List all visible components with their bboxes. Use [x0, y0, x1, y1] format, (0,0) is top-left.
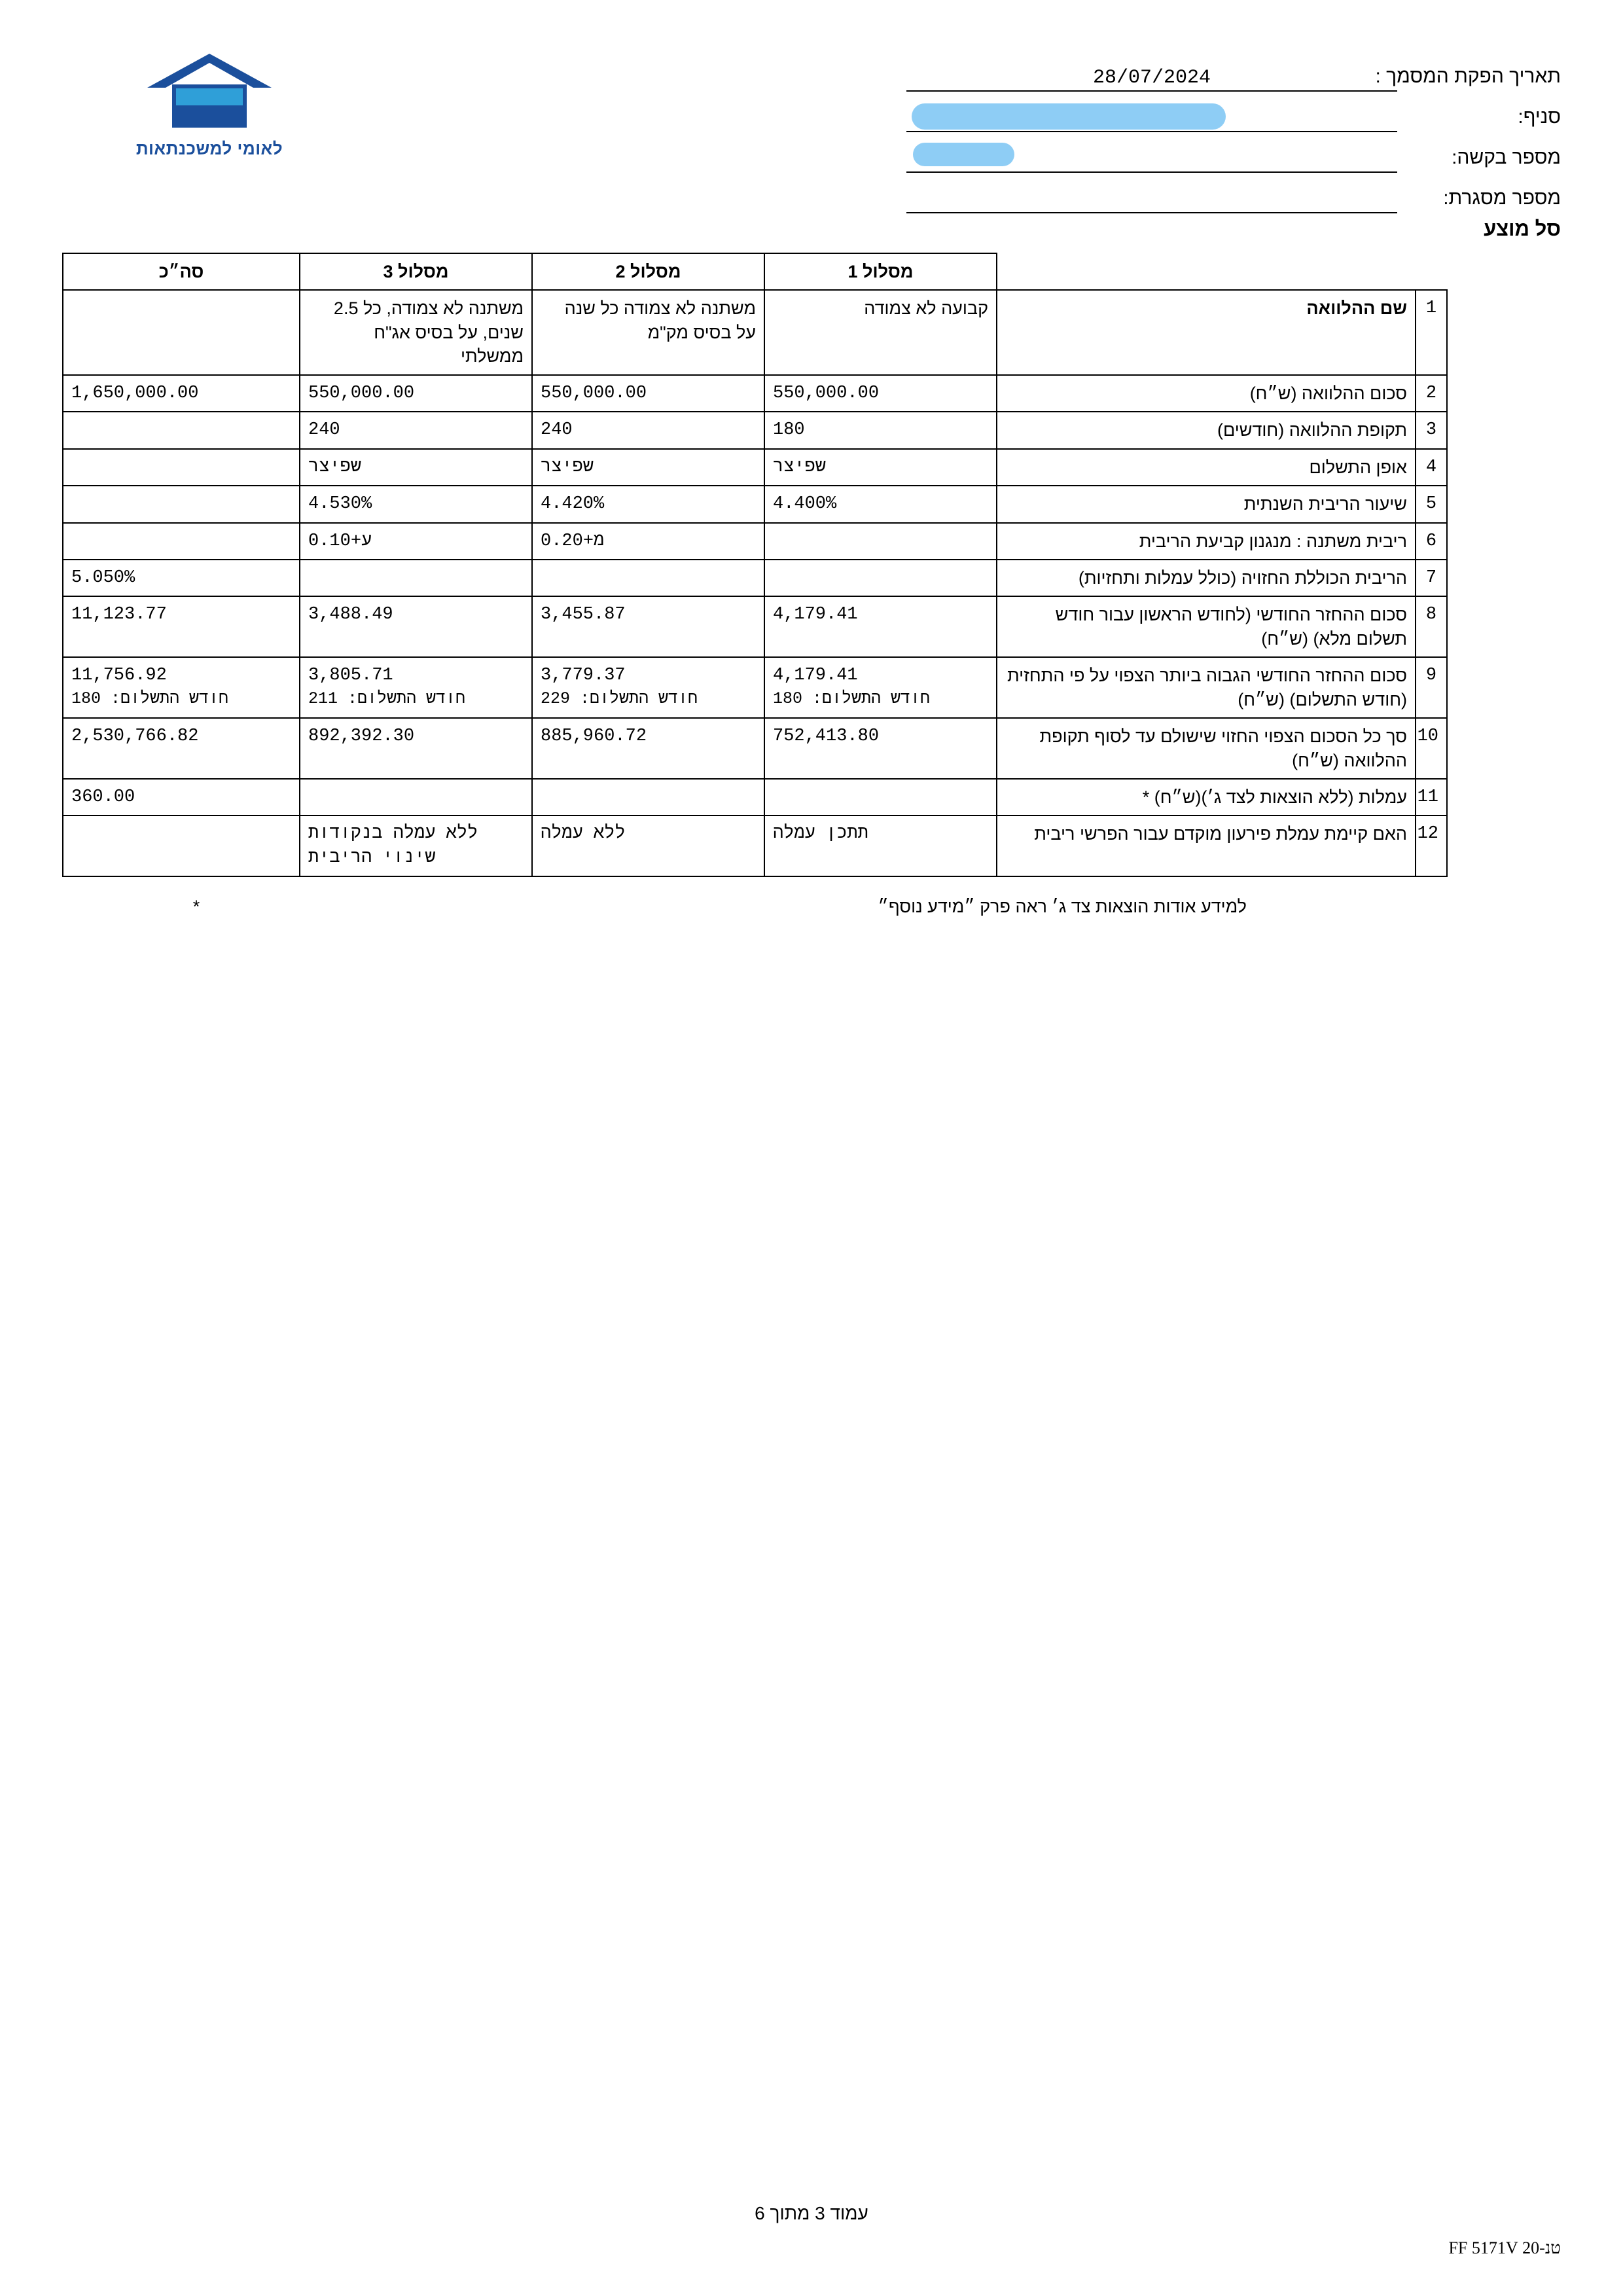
row-number: 1	[1416, 290, 1447, 374]
field-value-branch	[906, 102, 1397, 132]
row-total-amount: 11,756.92	[71, 666, 167, 686]
row-track-1-amount: 4,179.41	[773, 666, 858, 686]
redaction-mark-branch	[912, 103, 1226, 130]
row-number: 2	[1416, 375, 1447, 412]
row-track-2-value: 550,000.00	[532, 375, 764, 412]
leumi-house-icon	[147, 54, 272, 132]
logo-text: לאומי למשכנתאות	[135, 139, 283, 158]
field-value-frame-number	[906, 183, 1397, 213]
field-request-number	[906, 132, 1561, 173]
row-number: 12	[1416, 816, 1447, 876]
field-frame-number	[906, 173, 1561, 213]
page-number: עמוד 3 מתוך 6	[755, 2203, 868, 2223]
row-track-2-value: 4.420%	[532, 486, 764, 522]
table-row	[63, 486, 1447, 522]
row-total-value	[63, 290, 300, 374]
row-number: 4	[1416, 449, 1447, 486]
form-code: טנ-20 FF 5171V	[1448, 2238, 1561, 2257]
row-track-1-value: 4,179.41	[764, 596, 997, 657]
row-number: 10	[1416, 718, 1447, 779]
bank-logo	[101, 54, 317, 159]
header-blank-desc	[997, 253, 1416, 290]
table-row	[63, 449, 1447, 486]
row-track-2-value: ללא עמלה	[532, 816, 764, 876]
row-track-3-amount: 3,805.71	[308, 666, 393, 686]
row-track-1-value: 180	[764, 412, 997, 448]
row-track-3-value: 4.530%	[300, 486, 532, 522]
row-track-1-value	[764, 779, 997, 816]
row-label: הריבית הכוללת החזויה (כולל עמלות ותחזיות)	[997, 560, 1416, 596]
table-row	[63, 560, 1447, 596]
header-track-3: מסלול 3	[300, 253, 532, 290]
row-track-3-value: 892,392.30	[300, 718, 532, 779]
row-track-2-value	[532, 779, 764, 816]
field-label-request-number: מספר בקשה:	[1452, 147, 1561, 168]
row-total-value	[63, 412, 300, 448]
document-header	[62, 39, 1561, 209]
row-total-value: 11,123.77	[63, 596, 300, 657]
row-track-1-value: קבועה לא צמודה	[764, 290, 997, 374]
header-fields	[906, 51, 1561, 213]
row-total-value: 2,530,766.82	[63, 718, 300, 779]
row-track-3-value: שפיצר	[300, 449, 532, 486]
row-track-2-amount: 3,779.37	[541, 666, 626, 686]
row-label: סכום ההחזר החודשי הגבוה ביותר הצפוי על פי התחזית (חודש התשלום) (ש״ח)	[997, 657, 1416, 718]
row-track-3-value: ללא עמלה בנקודות שינוי הריבית	[300, 816, 532, 876]
row-track-3-value: 240	[300, 412, 532, 448]
table-row	[63, 523, 1447, 560]
row-total-value: 5.050%	[63, 560, 300, 596]
row-track-1-value: 4.400%	[764, 486, 997, 522]
row-total-value	[63, 523, 300, 560]
table-row	[63, 718, 1447, 779]
header-track-2: מסלול 2	[532, 253, 764, 290]
row-track-1-value	[764, 523, 997, 560]
table-row	[63, 816, 1447, 876]
field-value-request-number	[906, 143, 1397, 173]
row-label: שיעור הריבית השנתית	[997, 486, 1416, 522]
header-blank-num	[1416, 253, 1447, 290]
row-track-3-value: 3,488.49	[300, 596, 532, 657]
table-row	[63, 779, 1447, 816]
row-track-2-subnote: חודש התשלום: 229	[541, 689, 698, 708]
header-track-1: מסלול 1	[764, 253, 997, 290]
proposed-basket-table	[62, 253, 1448, 877]
field-branch	[906, 92, 1561, 132]
row-number: 11	[1416, 779, 1447, 816]
page-footer	[62, 2186, 1561, 2258]
row-track-3-value	[300, 560, 532, 596]
page-title: סל מוצע	[1484, 217, 1561, 240]
redaction-mark-request-number	[913, 143, 1014, 166]
field-label-document-date: תאריך הפקת המסמך :	[1375, 65, 1561, 87]
field-label-frame-number: מספר מסגרת:	[1443, 187, 1561, 209]
row-track-2-value: 3,455.87	[532, 596, 764, 657]
row-total-value: 1,650,000.00	[63, 375, 300, 412]
row-track-3-subnote: חודש התשלום: 211	[308, 689, 466, 708]
row-track-2-value: 885,960.72	[532, 718, 764, 779]
row-track-1-subnote: חודש התשלום: 180	[773, 689, 931, 708]
row-track-2-value	[532, 560, 764, 596]
table-row	[63, 412, 1447, 448]
row-label: סכום ההחזר החודשי (לחודש הראשון עבור חודש תשלום מלא) (ש״ח)	[997, 596, 1416, 657]
table-row	[63, 596, 1447, 657]
row-track-3-value: ע+0.10	[300, 523, 532, 560]
footnote	[177, 897, 1561, 917]
row-number: 5	[1416, 486, 1447, 522]
row-label: האם קיימת עמלת פירעון מוקדם עבור הפרשי ריבית	[997, 816, 1416, 876]
field-value-document-date	[906, 62, 1397, 92]
table-row	[63, 290, 1447, 374]
row-total-value	[63, 486, 300, 522]
field-label-branch: סניף:	[1518, 106, 1561, 128]
header-total: סה״כ	[63, 253, 300, 290]
row-track-3-value	[300, 657, 532, 718]
footnote-text: למידע אודות הוצאות צד ג׳ ראה פרק ״מידע נוסף״	[878, 897, 1247, 917]
row-track-2-value	[532, 657, 764, 718]
row-track-3-value: משתנה לא צמודה, כל 2.5 שנים, על בסיס אג"ח ממשלתי	[300, 290, 532, 374]
row-label: סכום ההלוואה (ש״ח)	[997, 375, 1416, 412]
row-label: אופן התשלום	[997, 449, 1416, 486]
row-total-value	[63, 657, 300, 718]
row-track-1-value: 550,000.00	[764, 375, 997, 412]
row-total-subnote: חודש התשלום: 180	[71, 689, 229, 708]
field-document-date	[906, 51, 1561, 92]
row-track-1-value	[764, 560, 997, 596]
row-total-value: 360.00	[63, 779, 300, 816]
row-track-1-value: 752,413.80	[764, 718, 997, 779]
row-track-2-value: שפיצר	[532, 449, 764, 486]
row-number: 3	[1416, 412, 1447, 448]
row-number: 8	[1416, 596, 1447, 657]
row-number: 6	[1416, 523, 1447, 560]
row-total-value	[63, 816, 300, 876]
row-track-1-value: שפיצר	[764, 449, 997, 486]
row-label: סך כל הסכום הצפוי החזוי שישולם עד לסוף תקופת ההלוואה (ש״ח)	[997, 718, 1416, 779]
row-track-3-value: 550,000.00	[300, 375, 532, 412]
row-track-1-value	[764, 657, 997, 718]
row-track-2-value: משתנה לא צמודה כל שנה על בסיס מק"מ	[532, 290, 764, 374]
footnote-marker: *	[192, 897, 200, 917]
row-label: שם ההלוואה	[997, 290, 1416, 374]
row-label: תקופת ההלוואה (חודשים)	[997, 412, 1416, 448]
table-row	[63, 375, 1447, 412]
row-track-2-value: מ+0.20	[532, 523, 764, 560]
table-header-row	[63, 253, 1447, 290]
row-number: 7	[1416, 560, 1447, 596]
row-label: עמלות (ללא הוצאות לצד ג׳)(ש״ח) *	[997, 779, 1416, 816]
table-row	[63, 657, 1447, 718]
document-date-value: 28/07/2024	[1092, 67, 1211, 89]
row-total-value	[63, 449, 300, 486]
row-track-1-value: תתכן עמלה	[764, 816, 997, 876]
row-label: ריבית משתנה : מנגנון קביעת הריבית	[997, 523, 1416, 560]
row-track-2-value: 240	[532, 412, 764, 448]
row-number: 9	[1416, 657, 1447, 718]
row-track-3-value	[300, 779, 532, 816]
